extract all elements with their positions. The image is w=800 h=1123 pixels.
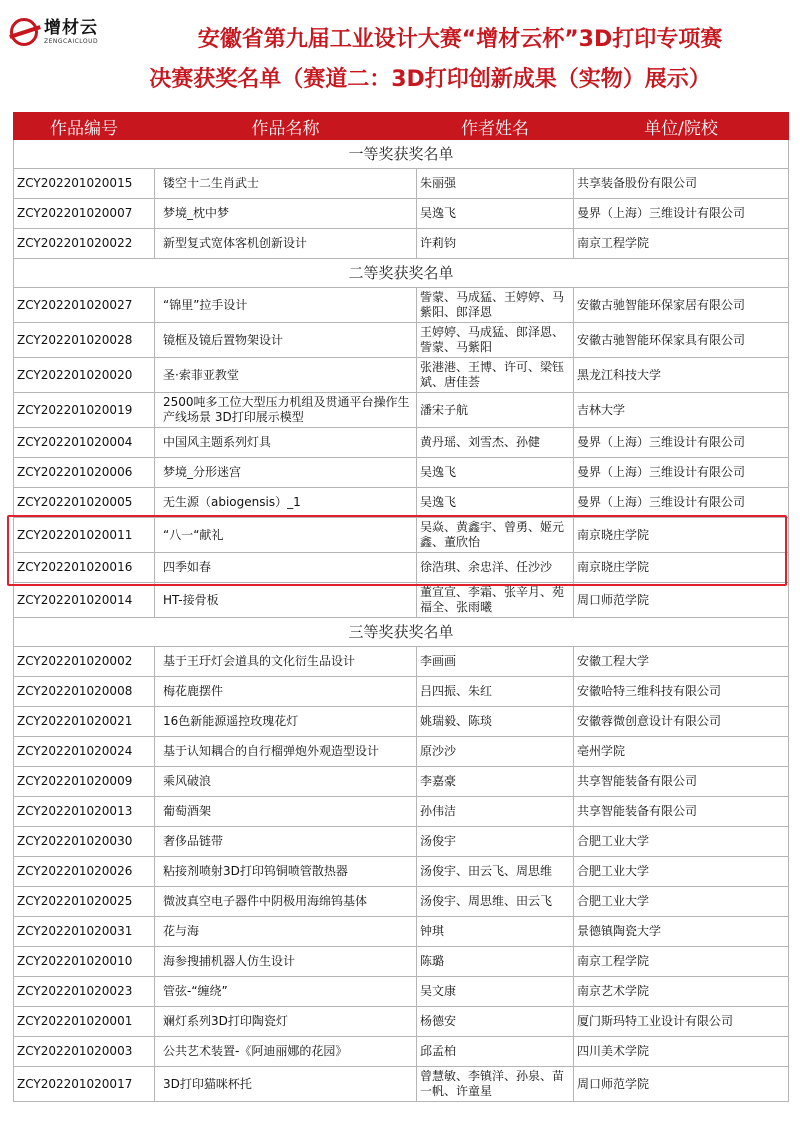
logo-mark-icon [10, 18, 38, 46]
entry-authors: 汤俊宇、周思维、田云飞 [417, 887, 574, 917]
entry-code: ZCY202201020021 [14, 707, 155, 737]
table-row [14, 199, 789, 229]
entry-code: ZCY202201020004 [14, 428, 155, 458]
table-row [14, 827, 789, 857]
entry-authors: 张港港、王博、许可、梁钰斌、唐佳荟 [417, 358, 574, 393]
table-row [14, 288, 789, 323]
entry-org: 安徽古驰智能环保家具有限公司 [574, 323, 789, 358]
entry-authors: 邱孟柏 [417, 1037, 574, 1067]
entry-code: ZCY202201020009 [14, 767, 155, 797]
entry-name: 四季如春 [155, 553, 417, 583]
entry-org: 南京晓庄学院 [574, 553, 789, 583]
section-title: 三等奖获奖名单 [14, 618, 789, 647]
entry-org: 周口师范学院 [574, 1067, 789, 1102]
entry-name: 奢侈品链带 [155, 827, 417, 857]
entry-authors: 徐浩琪、余忠洋、任沙沙 [417, 553, 574, 583]
entry-org: 合肥工业大学 [574, 857, 789, 887]
section-header-row [14, 259, 789, 288]
entry-authors: 杨德安 [417, 1007, 574, 1037]
entry-org: 曼界（上海）三维设计有限公司 [574, 458, 789, 488]
entry-name: 16色新能源遥控玫瑰花灯 [155, 707, 417, 737]
table-row [14, 917, 789, 947]
logo-text [44, 17, 99, 45]
table-row [14, 1007, 789, 1037]
entry-org: 南京工程学院 [574, 229, 789, 259]
table-row [14, 677, 789, 707]
entry-org: 四川美术学院 [574, 1037, 789, 1067]
entry-code: ZCY202201020030 [14, 827, 155, 857]
entry-code: ZCY202201020010 [14, 947, 155, 977]
table-row [14, 857, 789, 887]
entry-name: 管弦-“缠绕” [155, 977, 417, 1007]
entry-code: ZCY202201020022 [14, 229, 155, 259]
entry-name: 2500吨多工位大型压力机组及贯通平台操作生产线场景 3D打印展示模型 [155, 393, 417, 428]
column-header-org: 单位/院校 [574, 113, 789, 140]
entry-org: 曼界（上海）三维设计有限公司 [574, 428, 789, 458]
entry-org: 周口师范学院 [574, 583, 789, 618]
entry-authors: 王婷婷、马成猛、郎泽恩、訾蒙、马紫阳 [417, 323, 574, 358]
table-row [14, 1037, 789, 1067]
entry-code: ZCY202201020017 [14, 1067, 155, 1102]
table-row [14, 358, 789, 393]
entry-name: 圣·索菲亚教堂 [155, 358, 417, 393]
column-header-authors: 作者姓名 [417, 113, 574, 140]
entry-org: 亳州学院 [574, 737, 789, 767]
entry-authors: 李嘉豪 [417, 767, 574, 797]
column-header-name: 作品名称 [155, 113, 417, 140]
entry-code: ZCY202201020020 [14, 358, 155, 393]
table-row [14, 767, 789, 797]
column-header-code: 作品编号 [14, 113, 155, 140]
section-header-row [14, 618, 789, 647]
logo-name-en: ZENGCAICLOUD [44, 37, 99, 45]
entry-name: 新型复式宽体客机创新设计 [155, 229, 417, 259]
entry-code: ZCY202201020023 [14, 977, 155, 1007]
entry-code: ZCY202201020002 [14, 647, 155, 677]
entry-authors: 吴焱、黄鑫宇、曾勇、姬元鑫、董欣怡 [417, 518, 574, 553]
entry-org: 南京晓庄学院 [574, 518, 789, 553]
entry-authors: 陈璐 [417, 947, 574, 977]
table-row [14, 458, 789, 488]
entry-code: ZCY202201020027 [14, 288, 155, 323]
entry-name: 花与海 [155, 917, 417, 947]
entry-org: 曼界（上海）三维设计有限公司 [574, 488, 789, 518]
entry-code: ZCY202201020019 [14, 393, 155, 428]
entry-name: 无生源（abiogensis）_1 [155, 488, 417, 518]
table-row [14, 393, 789, 428]
entry-org: 景德镇陶瓷大学 [574, 917, 789, 947]
entry-code: ZCY202201020001 [14, 1007, 155, 1037]
entry-name: 梦境_分形迷宫 [155, 458, 417, 488]
entry-org: 共享智能装备有限公司 [574, 767, 789, 797]
entry-name: “锦里”拉手设计 [155, 288, 417, 323]
entry-name: 3D打印猫咪杯托 [155, 1067, 417, 1102]
entry-org: 合肥工业大学 [574, 887, 789, 917]
entry-code: ZCY202201020031 [14, 917, 155, 947]
logo-name-cn: 增材云 [44, 17, 98, 38]
table-row [14, 488, 789, 518]
table-row [14, 323, 789, 358]
table-row [14, 737, 789, 767]
table-row [14, 977, 789, 1007]
entry-name: 微波真空电子器件中阴极用海绵钨基体 [155, 887, 417, 917]
table-row [14, 583, 789, 618]
entry-code: ZCY202201020024 [14, 737, 155, 767]
table-row [14, 947, 789, 977]
entry-org: 南京工程学院 [574, 947, 789, 977]
table-row [14, 169, 789, 199]
entry-authors: 曾慧敏、李镇洋、孙泉、苗一帆、许童星 [417, 1067, 574, 1102]
entry-authors: 孙伟洁 [417, 797, 574, 827]
entry-authors: 朱丽强 [417, 169, 574, 199]
table-row [14, 518, 789, 553]
table-body [14, 140, 789, 1102]
table-row [14, 1067, 789, 1102]
entry-org: 安徽哈特三维科技有限公司 [574, 677, 789, 707]
entry-code: ZCY202201020003 [14, 1037, 155, 1067]
entry-org: 安徽蓉微创意设计有限公司 [574, 707, 789, 737]
entry-authors: 吕四振、朱红 [417, 677, 574, 707]
entry-authors: 董宣宣、李霜、张辛月、苑福全、张雨曦 [417, 583, 574, 618]
entry-name: 中国风主题系列灯具 [155, 428, 417, 458]
entry-code: ZCY202201020028 [14, 323, 155, 358]
entry-name: 基于认知耦合的自行榴弹炮外观造型设计 [155, 737, 417, 767]
entry-name: 梦境_枕中梦 [155, 199, 417, 229]
entry-code: ZCY202201020015 [14, 169, 155, 199]
entry-org: 安徽工程大学 [574, 647, 789, 677]
entry-org: 安徽古驰智能环保家居有限公司 [574, 288, 789, 323]
entry-code: ZCY202201020016 [14, 553, 155, 583]
entry-org: 黑龙江科技大学 [574, 358, 789, 393]
entry-name: 乘风破浪 [155, 767, 417, 797]
page-title: 安徽省第九届工业设计大赛“增材云杯”3D打印专项赛 [197, 27, 723, 52]
entry-code: ZCY202201020013 [14, 797, 155, 827]
entry-org: 厦门斯玛特工业设计有限公司 [574, 1007, 789, 1037]
entry-name: HT-接骨板 [155, 583, 417, 618]
entry-name: 梅花鹿摆件 [155, 677, 417, 707]
table-row [14, 797, 789, 827]
entry-org: 曼界（上海）三维设计有限公司 [574, 199, 789, 229]
entry-name: 海参搜捕机器人仿生设计 [155, 947, 417, 977]
table-row [14, 428, 789, 458]
entry-code: ZCY202201020007 [14, 199, 155, 229]
entry-authors: 潘宋子航 [417, 393, 574, 428]
entry-code: ZCY202201020014 [14, 583, 155, 618]
entry-code: ZCY202201020008 [14, 677, 155, 707]
entry-org: 合肥工业大学 [574, 827, 789, 857]
page-subtitle: 决赛获奖名单（赛道二：3D打印创新成果（实物）展示） [149, 67, 711, 92]
entry-authors: 吴文康 [417, 977, 574, 1007]
entry-authors: 吴逸飞 [417, 458, 574, 488]
section-header-row [14, 140, 789, 169]
table-row [14, 553, 789, 583]
entry-name: 葡萄酒架 [155, 797, 417, 827]
entry-code: ZCY202201020005 [14, 488, 155, 518]
entry-authors: 汤俊宇、田云飞、周思维 [417, 857, 574, 887]
entry-name: “八一“献礼 [155, 518, 417, 553]
table-row [14, 707, 789, 737]
entry-authors: 李画画 [417, 647, 574, 677]
entry-code: ZCY202201020025 [14, 887, 155, 917]
section-title: 一等奖获奖名单 [14, 140, 789, 169]
entry-name: 基于王玗灯会道具的文化衍生品设计 [155, 647, 417, 677]
award-table [13, 112, 789, 1102]
entry-name: 公共艺术装置-《阿迪丽娜的花园》 [155, 1037, 417, 1067]
entry-name: 镂空十二生肖武士 [155, 169, 417, 199]
entry-name: 镜框及镜后置物架设计 [155, 323, 417, 358]
entry-authors: 訾蒙、马成猛、王婷婷、马紫阳、郎泽恩 [417, 288, 574, 323]
entry-name: 斓灯系列3D打印陶瓷灯 [155, 1007, 417, 1037]
table-header-row [14, 113, 789, 140]
table-row [14, 887, 789, 917]
entry-code: ZCY202201020006 [14, 458, 155, 488]
entry-authors: 姚瑞毅、陈琰 [417, 707, 574, 737]
entry-authors: 吴逸飞 [417, 199, 574, 229]
entry-code: ZCY202201020011 [14, 518, 155, 553]
entry-authors: 汤俊宇 [417, 827, 574, 857]
table-row [14, 229, 789, 259]
entry-authors: 原沙沙 [417, 737, 574, 767]
entry-org: 南京艺术学院 [574, 977, 789, 1007]
entry-authors: 黄丹瑶、刘雪杰、孙健 [417, 428, 574, 458]
entry-org: 吉林大学 [574, 393, 789, 428]
table-row [14, 647, 789, 677]
entry-authors: 吴逸飞 [417, 488, 574, 518]
entry-org: 共享智能装备有限公司 [574, 797, 789, 827]
entry-authors: 钟琪 [417, 917, 574, 947]
entry-org: 共享装备股份有限公司 [574, 169, 789, 199]
section-title: 二等奖获奖名单 [14, 259, 789, 288]
entry-code: ZCY202201020026 [14, 857, 155, 887]
entry-name: 粘接剂喷射3D打印钨铜喷管散热器 [155, 857, 417, 887]
entry-authors: 许莉钧 [417, 229, 574, 259]
brand-logo [10, 14, 120, 50]
